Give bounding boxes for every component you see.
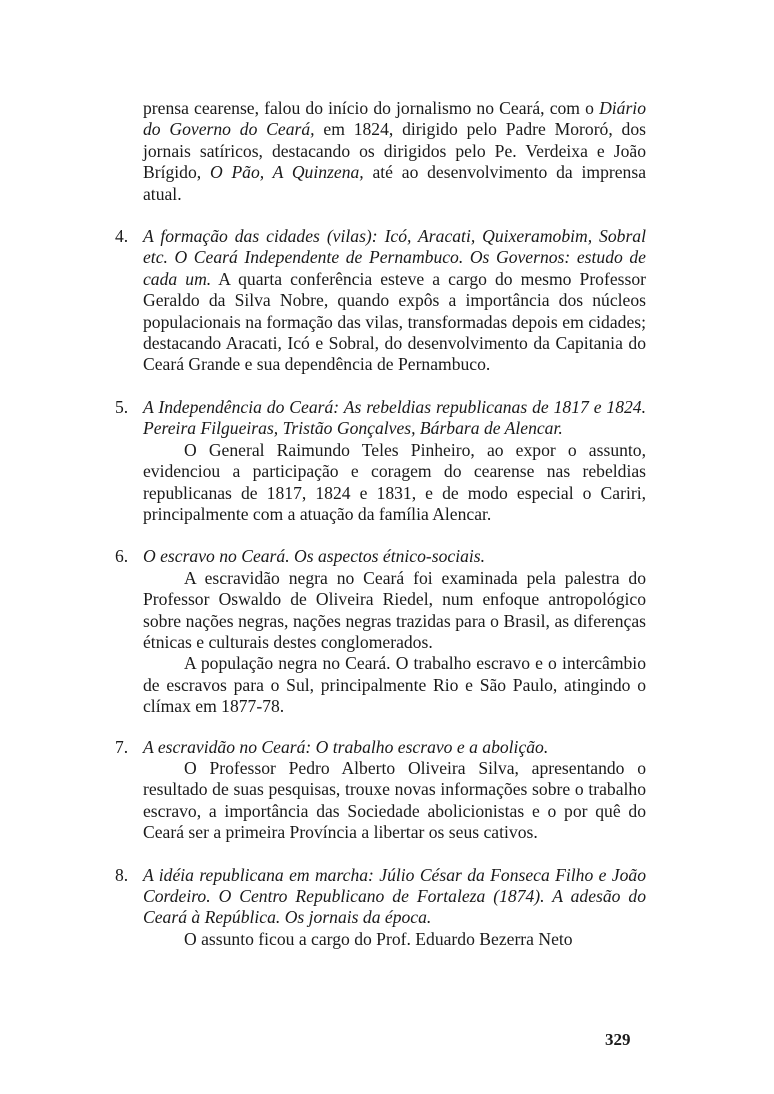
item-heading: A escravidão no Ceará: O trabalho escravo e a abolição. (143, 736, 549, 757)
list-item-6 (115, 546, 646, 717)
intro-text-a: prensa cearense, falou do início do jornalismo no Ceará, com o (143, 98, 600, 118)
list-item-4 (115, 226, 647, 376)
page-number: 329 (605, 1030, 631, 1049)
list-item-8 (115, 864, 646, 951)
item-number: 6. (115, 546, 129, 567)
item-number: 5. (115, 396, 129, 417)
page-body (115, 98, 647, 950)
item-heading: A formação das cidades (vilas): Icó, Aracati, Quixeramobim, Sobral etc. O Ceará Independente de Pernambuco. Os Governos: estudo de cada um. (143, 226, 646, 289)
item-body: A escravidão negra no Ceará foi examinada pela palestra do Professor Oswaldo de Oliveira Riedel, num enfoque antropológico sobre nações negras, nações negras trazidas para o Brasil, as diferenças étnicas e culturais destes conglomerados. (143, 567, 646, 652)
item-body: O Professor Pedro Alberto Oliveira Silva, apresentando o resultado de suas pesquisas, trouxe novas informações sobre o trabalho escravo, a importância das Sociedade abolicionistas e o por quê do Ceará ser a primeira Província a libertar os seus cativos. (143, 757, 646, 843)
item-heading: A Independência do Ceará: As rebeldias republicanas de 1817 e 1824. Pereira Filgueiras, Tristão Gonçalves, Bárbara de Alencar. (143, 396, 646, 439)
item-body: O assunto ficou a cargo do Prof. Eduardo Bezerra Neto (184, 928, 573, 949)
item-body-2: A população negra no Ceará. O trabalho escravo e o intercâmbio de escravos para o Sul, principalmente Rio e São Paulo, atingindo o clímax em 1877-78. (143, 653, 646, 717)
intro-newspaper-title: Diário do Governo do Ceará, (143, 98, 646, 140)
intro-text-e: até ao desenvolvimento da imprensa atual. (143, 162, 646, 204)
intro-newspaper-titles: O Pão, A Quinzena, (209, 162, 364, 183)
intro-text-c: em 1824, dirigido pelo Padre Mororó, dos jornais satíricos, destacando os dirigidos pelo Pe. Verdeixa e João Brígido, (143, 119, 646, 183)
item-number: 4. (115, 226, 129, 247)
item-body: O General Raimundo Teles Pinheiro, ao expor o assunto, evidenciou a participação e coragem do cearense nas rebeldias republicanas de 1817, 1824 e 1831, e de modo especial o Cariri, principalmente com a atuação da família Alencar. (143, 439, 646, 524)
list-item-5 (115, 396, 646, 525)
item-heading: A idéia republicana em marcha: Júlio César da Fonseca Filho e João Cordeiro. O Centro Republicano de Fortaleza (1874). A adesão do Ceará à República. Os jornais da época. (143, 864, 646, 928)
list-item-7 (115, 736, 646, 844)
item-number: 7. (115, 736, 129, 757)
item-body: A quarta conferência esteve a cargo do mesmo Professor Geraldo da Silva Nobre, quando expôs a importância dos núcleos populacionais na formação das vilas, transformadas depois em cidades; destacando Aracati, Icó e Sobral, do desenvolvimento da Capitania do Ceará Grande e sua dependência de Pernambuco. (143, 268, 647, 375)
item-heading: O escravo no Ceará. Os aspectos étnico-sociais. (143, 546, 486, 567)
intro-paragraph (143, 98, 646, 205)
item-number: 8. (115, 864, 129, 885)
